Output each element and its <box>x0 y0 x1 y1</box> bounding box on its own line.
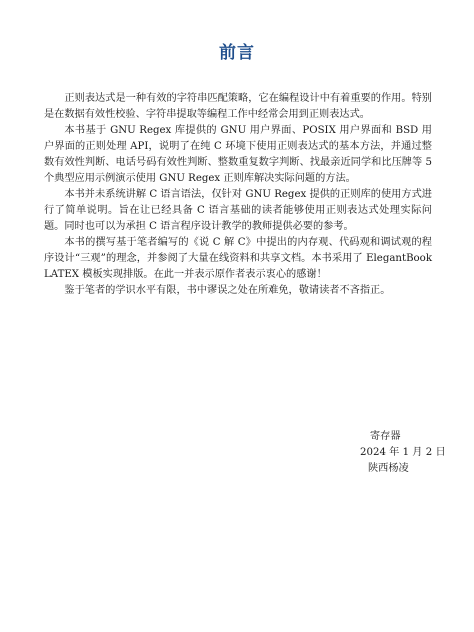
signature-block <box>360 429 446 477</box>
signature-date: 2024 年 1 月 2 日 <box>360 447 446 458</box>
paragraph: 正则表达式是一种有效的字符串匹配策略，它在编程设计中有着重要的作用。特别是在数据有效性校验、字符串提取等编程工作中经常会用到正则表达式。 <box>44 93 432 120</box>
preface-body <box>44 91 432 299</box>
signature-author: 陕西杨凌 <box>368 463 409 474</box>
page-title: 前言 <box>219 43 255 63</box>
paragraph: 鉴于笔者的学识水平有限，书中谬误之处在所难免，敬请读者不吝指正。 <box>64 285 391 296</box>
paragraph: 本书的撰写基于笔者编写的《说 C 解 C》中提出的内存观、代码观和调试观的程序设计“三观”的理念，并参阅了大量在线资料和共享文档。本书采用了 ElegantBook LATEX 模板实现排版。在此一并表示原作者表示衷心的感谢！ <box>44 237 432 280</box>
paragraph: 本书基于 GNU Regex 库提供的 GNU 用户界面、POSIX 用户界面和 BSD 用户界面的正则处理 API，说明了在纯 C 环境下使用正则表达式的基本方法，并通过整数有效性判断、电话号码有效性判断、整数重复数字判断、找最亲近同学和比压牌等 5 个典型应用示例演示使用 GNU Regex 正则库解决实际问题的方法。 <box>44 125 432 184</box>
paragraph: 本书并未系统讲解 C 语言语法，仅针对 GNU Regex 提供的正则库的使用方式进行了简单说明。旨在让已经具备 C 语言基础的读者能够使用正则表达式处理实际问题。同时也可以为承担 C 语言程序设计教学的教师提供必要的参考。 <box>44 189 432 232</box>
signature-org: 寄存器 <box>370 431 401 442</box>
